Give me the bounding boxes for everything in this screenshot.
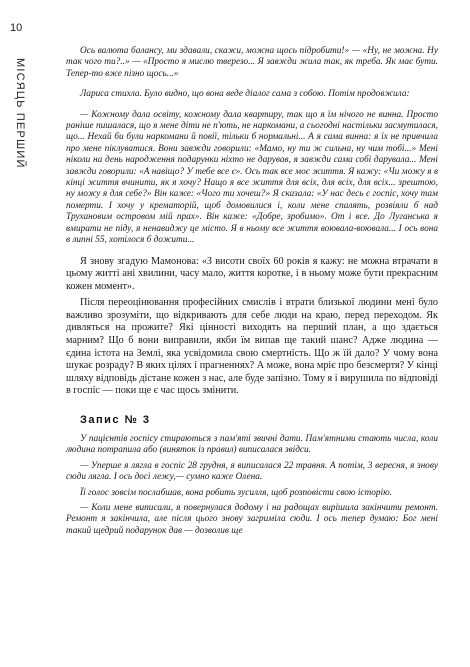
page-number: 10 xyxy=(10,22,23,34)
running-head: МІСЯЦЬ ПЕРШИЙ xyxy=(14,58,26,169)
paragraph-narration-1: Лариса стихла. Було видно, що вона веде діалог сама з собою. Потім продовжила: xyxy=(80,89,410,100)
section-heading: Запис № 3 xyxy=(80,414,151,427)
paragraph-narration-2: Її голос зовсім послабшав, вона робить зусилля, щоб розповісти свою історію. xyxy=(80,487,393,498)
paragraph-dialogue-1: Ось валюта балансу, ми здавали, скажи, можна щось підробити!» — «Ну, не можна. Ну так чого ти?..» — «Просто я мислю тверезо... Я завжди жила так, як треба. Як має бути. Тепер-то вже пізно щось...» xyxy=(66,46,438,79)
paragraph-olena-2: — Коли мене виписали, я повернулася додому і на радощах вирішила закінчити ремонт. Ремонт я закінчила, але після цього знову загриміла сюди. І ось тепер думаю: Бог мені такий щедрий подарунок дав — дозволив ще xyxy=(66,503,438,536)
page-body xyxy=(66,46,438,537)
paragraph-olena-1: — Уперше я лягла в госпіс 28 грудня, я виписалася 22 травня. А потім, 3 вересня, я знову сюди лягла. І ось досі лежу,— сумно каже Олена. xyxy=(66,460,438,483)
paragraph-reflection: Після переоцінювання професійних смислів і втрати близької людини мені було важливо зрозуміти, що відкривають для себе люди на краю, перед переходом. Як дивляться на прожите? Які цінності виходять на перший план, а що здається марним? Що б вони виправили, якби їм випав ще такий шанс? Адже людина — єдина істота на Землі, яка усвідомила свою смертність. Що ж їй дало? У чому вона шукає розраду? В яких цілях і прагненнях? А може, вона мріє про безсмертя? У кінці шляху відповідь дістане кожен з нас, але буде запізно. Тому я і вирушила по відповіді в госпіс — поки ще є час щось змінити. xyxy=(66,297,438,397)
paragraph-monologue: — Кожному дала освіту, кожному дала квартиру, так що я їм нічого не винна. Просто раніше пишалася, що я мене діти не п'ють, не наркомани, а сьогодні настільки засмутилася, що... Нехай би були наркомани й повії, тільки б нормальні... А я сама винна: я їх не привчила про мене піклуватися. Вони завжди говорили: «Мамо, ну ти ж сильна, ну чим тобі...» Мені ніколи на день народження подарунки ніхто не дарував, я завжди сама собі дарувала... Мені завжди говорили: «А навіщо? У тебе все є». Ось так все моє життя. Я кажу: «Чи можу я в кінці життя вчинити, як я хочу? Нащо я все життя для всіх, для всіх, для всіх... зрештою, ну можу я для себе?» Він каже: «Чого ти хочеш?» Я сказала: «У нас десь є госпіс, хочу там померти. І хочу у крематорій, щоб домовилися і, коли мене спалять, розвіяли б над Трухановим островом мій прах». Він каже: «Добре, зробимо». От і все. До Луганська я вмирати не піду, я ненавиджу це місто. Я в ньому все життя воювала-воювала... І ось вона в липні 55, хотілося б дожити... xyxy=(66,109,438,246)
paragraph-intro-entry-3: У пацієнтів госпісу стираються з пам'яті звичні дати. Пам'ятними стають числа, коли людина потрапила або (виняток із правил) виписалася звідси. xyxy=(66,434,438,456)
paragraph-quote-mamonov: Я знову згадую Мамонова: «З висоти своїх 60 років я кажу: не можна втрачати в цьому житті ані хвилини, часу мало, життя коротке, і в ньому може бути прекрасним кожен момент». xyxy=(66,255,438,292)
